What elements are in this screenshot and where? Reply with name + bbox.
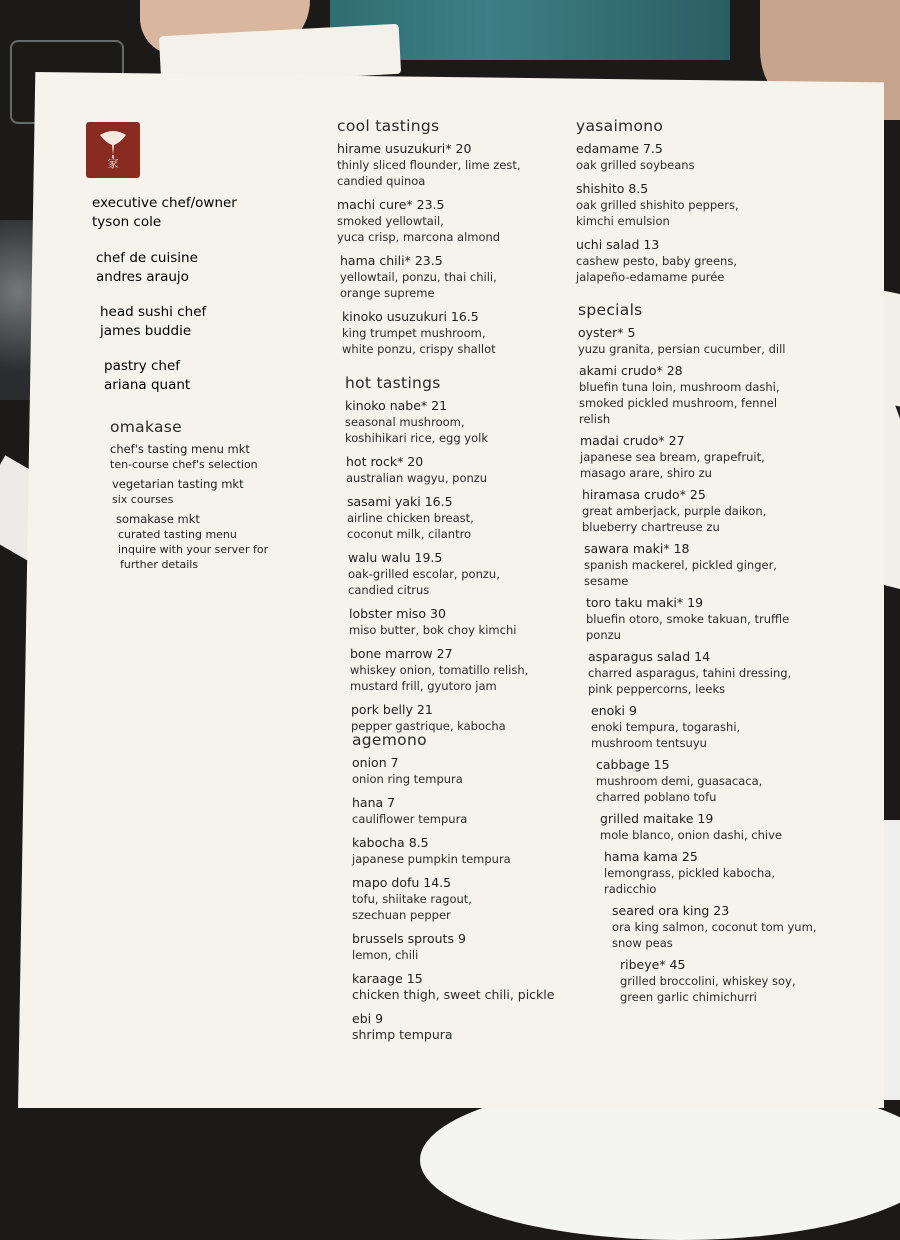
item-desc: australian wagyu, ponzu <box>346 471 488 485</box>
item-desc: bluefin tuna loin, mushroom dashi, <box>579 380 780 394</box>
item-desc: orange supreme <box>340 286 435 300</box>
item-name: asparagus salad 14 <box>588 649 711 664</box>
cool-tastings-section <box>337 117 557 365</box>
item-desc: lemon, chili <box>352 948 419 962</box>
menu-item <box>352 1011 572 1043</box>
item-name: chef's tasting menu mkt <box>110 442 250 456</box>
item-name: ebi 9 <box>352 1011 384 1026</box>
menu-item <box>352 931 572 963</box>
item-name: onion 7 <box>352 755 399 770</box>
item-desc: oak grilled shishito peppers, <box>576 198 739 212</box>
staff-entry <box>96 249 198 287</box>
menu-item <box>345 702 565 734</box>
item-name: hot rock* 20 <box>346 454 424 469</box>
item-desc: further details <box>120 558 199 571</box>
menu-item <box>576 237 816 285</box>
item-desc: oak-grilled escolar, ponzu, <box>348 567 500 581</box>
item-name: walu walu 19.5 <box>348 550 443 565</box>
item-desc: inquire with your server for <box>118 543 269 556</box>
item-desc: tofu, shiitake ragout, <box>352 892 472 906</box>
menu-item <box>345 454 565 486</box>
item-desc: cauliflower tempura <box>352 812 468 826</box>
item-desc: miso butter, bok choy kimchi <box>349 623 517 637</box>
item-desc: mushroom demi, guasacaca, <box>596 774 763 788</box>
item-desc: blueberry chartreuse zu <box>582 520 720 534</box>
staff-role: pastry chef <box>104 358 181 374</box>
item-name: toro taku maki* 19 <box>586 595 704 610</box>
menu-item <box>578 849 838 897</box>
item-desc: masago arare, shiro zu <box>580 466 712 480</box>
logo-character: 家 <box>107 157 119 170</box>
item-desc: charred asparagus, tahini dressing, <box>588 666 792 680</box>
section-title: agemono <box>352 731 427 749</box>
item-desc: yellowtail, ponzu, thai chili, <box>340 270 497 284</box>
item-desc: seasonal mushroom, <box>345 415 465 429</box>
staff-role: head sushi chef <box>100 304 207 320</box>
menu-item <box>352 835 572 867</box>
menu-item <box>352 875 572 923</box>
menu-item <box>345 646 565 694</box>
item-desc: yuca crisp, marcona almond <box>337 230 501 244</box>
menu-item <box>578 903 838 951</box>
item-desc: thinly sliced flounder, lime zest, <box>337 158 521 172</box>
menu-item <box>578 487 838 535</box>
menu-item <box>578 957 838 1005</box>
item-desc: ten-course chef's selection <box>110 458 258 471</box>
menu-item <box>110 477 310 507</box>
item-name: hana 7 <box>352 795 396 810</box>
item-name: somakase mkt <box>116 512 200 526</box>
item-name: kinoko nabe* 21 <box>345 398 448 413</box>
staff-name: andres araujo <box>96 269 189 285</box>
item-desc: japanese sea bream, grapefruit, <box>580 450 765 464</box>
item-desc: ponzu <box>586 628 621 642</box>
menu-item <box>578 541 838 589</box>
menu-item <box>578 363 838 427</box>
menu-item <box>345 494 565 542</box>
item-desc: white ponzu, crispy shallot <box>342 342 496 356</box>
item-desc: bluefin otoro, smoke takuan, truffle <box>586 612 790 626</box>
item-name: kabocha 8.5 <box>352 835 429 850</box>
item-desc: great amberjack, purple daikon, <box>582 504 767 518</box>
item-name: grilled maitake 19 <box>600 811 714 826</box>
menu-item <box>352 755 572 787</box>
menu-item <box>110 512 310 572</box>
menu-item <box>337 253 557 301</box>
item-desc: mushroom tentsuyu <box>591 736 707 750</box>
item-desc: ora king salmon, coconut tom yum, <box>612 920 817 934</box>
item-desc: mole blanco, onion dashi, chive <box>600 828 782 842</box>
item-name: seared ora king 23 <box>612 903 730 918</box>
staff-entry <box>100 303 206 341</box>
hot-tastings-section <box>345 374 565 742</box>
menu-item <box>345 606 565 638</box>
staff-name: tyson cole <box>92 214 162 230</box>
menu-item <box>578 433 838 481</box>
item-desc: whiskey onion, tomatillo relish, <box>350 663 529 677</box>
item-desc: coconut milk, cilantro <box>347 527 472 541</box>
section-title: specials <box>578 301 643 319</box>
item-desc: snow peas <box>612 936 673 950</box>
item-desc: shrimp tempura <box>352 1027 453 1042</box>
section-title: hot tastings <box>345 374 441 392</box>
item-desc: smoked pickled mushroom, fennel <box>579 396 778 410</box>
menu-item <box>337 309 557 357</box>
item-desc: cashew pesto, baby greens, <box>576 254 737 268</box>
item-name: ribeye* 45 <box>620 957 686 972</box>
menu-item <box>337 141 557 189</box>
menu-item <box>578 757 838 805</box>
item-name: sasami yaki 16.5 <box>347 494 453 509</box>
agemono-section <box>352 731 572 1051</box>
menu-item <box>578 811 838 843</box>
staff-entry <box>92 194 237 232</box>
menu-item <box>337 197 557 245</box>
section-title: cool tastings <box>337 117 440 135</box>
item-name: karaage 15 <box>352 971 423 986</box>
item-desc: pink peppercorns, leeks <box>588 682 726 696</box>
item-desc: curated tasting menu <box>118 528 237 541</box>
menu-item <box>578 649 838 697</box>
yasaimono-section <box>576 117 816 293</box>
item-desc: smoked yellowtail, <box>337 214 444 228</box>
section-title: omakase <box>110 418 182 436</box>
staff-role: executive chef/owner <box>92 195 237 211</box>
item-desc: szechuan pepper <box>352 908 451 922</box>
item-desc: six courses <box>112 493 174 506</box>
item-desc: charred poblano tofu <box>596 790 717 804</box>
section-title: yasaimono <box>576 117 664 135</box>
item-desc: oak grilled soybeans <box>576 158 695 172</box>
item-desc: green garlic chimichurri <box>620 990 757 1004</box>
item-name: uchi salad 13 <box>576 237 660 252</box>
item-desc: lemongrass, pickled kabocha, <box>604 866 776 880</box>
menu-item <box>578 325 838 357</box>
item-name: enoki 9 <box>591 703 637 718</box>
item-name: machi cure* 23.5 <box>337 197 445 212</box>
item-desc: mustard frill, gyutoro jam <box>350 679 497 693</box>
item-desc: candied quinoa <box>337 174 426 188</box>
menu-item <box>345 398 565 446</box>
item-desc: jalapeño-edamame purée <box>576 270 725 284</box>
menu-item <box>352 971 572 1003</box>
item-desc: grilled broccolini, whiskey soy, <box>620 974 796 988</box>
item-desc: koshihikari rice, egg yolk <box>345 431 488 445</box>
item-name: mapo dofu 14.5 <box>352 875 452 890</box>
item-name: sawara maki* 18 <box>584 541 690 556</box>
item-name: lobster miso 30 <box>349 606 446 621</box>
item-name: pork belly 21 <box>351 702 433 717</box>
item-name: oyster* 5 <box>578 325 636 340</box>
item-desc: yuzu granita, persian cucumber, dill <box>578 342 786 356</box>
item-desc: pepper gastrique, kabocha <box>351 719 506 733</box>
menu-item <box>576 141 816 173</box>
item-desc: japanese pumpkin tempura <box>352 852 511 866</box>
item-desc: radicchio <box>604 882 657 896</box>
item-desc: onion ring tempura <box>352 772 463 786</box>
item-name: hirame usuzukuri* 20 <box>337 141 472 156</box>
omakase-section <box>110 418 310 580</box>
item-name: brussels sprouts 9 <box>352 931 466 946</box>
staff-name: james buddie <box>100 323 192 339</box>
menu-item <box>576 181 816 229</box>
item-name: vegetarian tasting mkt <box>112 477 244 491</box>
item-name: hama chili* 23.5 <box>340 253 443 268</box>
item-name: cabbage 15 <box>596 757 670 772</box>
menu-item <box>352 795 572 827</box>
item-desc: candied citrus <box>348 583 430 597</box>
menu-item <box>578 595 838 643</box>
item-desc: relish <box>579 412 611 426</box>
menu-item <box>110 442 310 472</box>
specials-section <box>578 301 838 1011</box>
item-name: kinoko usuzukuri 16.5 <box>342 309 479 324</box>
item-desc: airline chicken breast, <box>347 511 474 525</box>
item-desc: chicken thigh, sweet chili, pickle <box>352 987 555 1002</box>
item-name: bone marrow 27 <box>350 646 453 661</box>
item-name: hiramasa crudo* 25 <box>582 487 706 502</box>
menu-item <box>578 703 838 751</box>
staff-entry <box>104 357 190 395</box>
item-desc: spanish mackerel, pickled ginger, <box>584 558 777 572</box>
item-name: akami crudo* 28 <box>579 363 683 378</box>
item-desc: king trumpet mushroom, <box>342 326 486 340</box>
item-desc: kimchi emulsion <box>576 214 670 228</box>
item-name: edamame 7.5 <box>576 141 663 156</box>
staff-role: chef de cuisine <box>96 250 198 266</box>
item-name: shishito 8.5 <box>576 181 649 196</box>
menu-item <box>345 550 565 598</box>
item-name: madai crudo* 27 <box>580 433 685 448</box>
restaurant-logo <box>86 122 140 178</box>
item-desc: sesame <box>584 574 629 588</box>
staff-name: ariana quant <box>104 377 191 393</box>
item-desc: enoki tempura, togarashi, <box>591 720 741 734</box>
item-name: hama kama 25 <box>604 849 698 864</box>
